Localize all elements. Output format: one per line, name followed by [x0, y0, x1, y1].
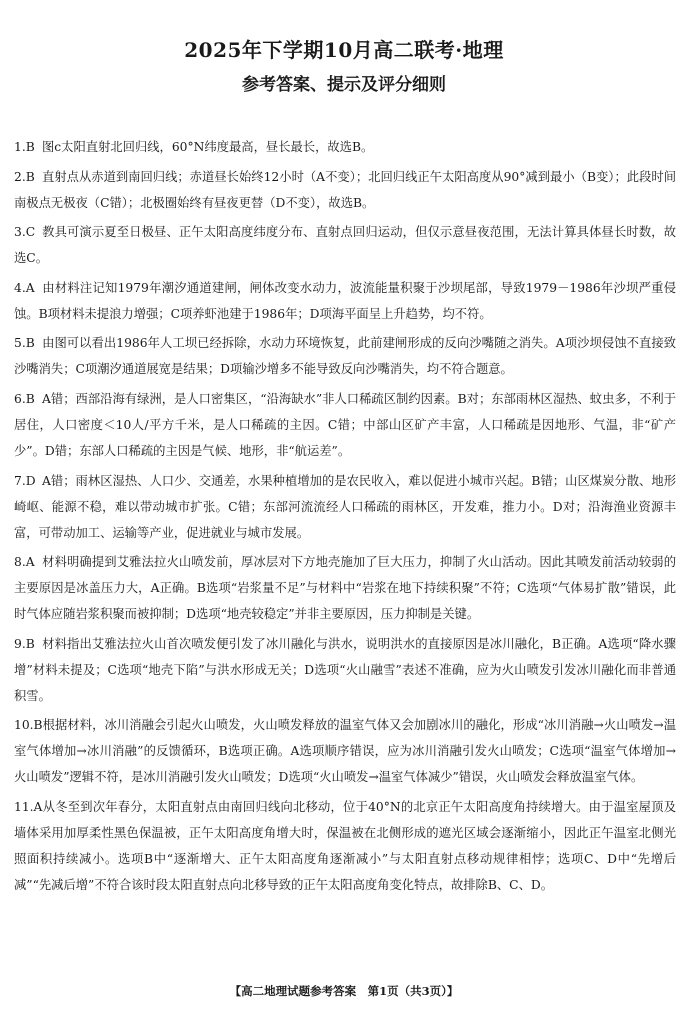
answer-item	[14, 468, 676, 546]
page-title: 2025年下学期10月高二联考·地理	[184, 38, 504, 62]
answer-item	[14, 549, 676, 627]
answer-item	[14, 386, 676, 464]
answer-explanation: 从冬至到次年春分，太阳直射点由南回归线向北移动，位于40°N的北京正午太阳高度角持续增大。由于温室屋顶及墙体采用加厚柔性黑色保温被，正午太阳高度角增大时，保温被在北侧形成的遮光区域会逐渐缩小，因此正午温室北侧光照面积持续减小。选项B中“逐渐增大、正午太阳高度角逐渐减小”与太阳直射点移动规律相悖；选项C、D中“先增后减”“先减后增”不符合该时段太阳直射点向北移导致的正午太阳高度角变化特点，故排除B、C、D。	[14, 799, 676, 892]
answer-number: 5.B	[14, 336, 35, 351]
answer-item	[14, 794, 676, 898]
answer-item	[14, 164, 676, 216]
answer-number: 3.C	[14, 225, 36, 240]
answer-number: 10.B	[14, 718, 43, 733]
answer-explanation: A错；西部沿海有绿洲，是人口密集区，“沿海缺水”非人口稀疏区制约因素。B对；东部雨林区湿热、蚊虫多，不利于居住，人口密度＜10人/平方千米，是人口稀疏的主因。C错；中部山区矿产丰富，人口稀疏是因地形、气温，非“矿产少”。D错；东部人口稀疏的主因是气候、地形，非“航运差”。	[14, 391, 676, 458]
answer-number: 2.B	[14, 169, 35, 184]
answer-explanation: 材料明确提到艾雅法拉火山喷发前，厚冰层对下方地壳施加了巨大压力，抑制了火山活动。因此其喷发前活动较弱的主要原因是冰盖压力大，A正确。B选项“岩浆量不足”与材料中“岩浆在地下持续积聚”不符；C选项“气体易扩散”错误，此时气体应随岩浆积聚而被抑制；D选项“地壳较稳定”并非主要原因，压力抑制是关键。	[14, 555, 676, 622]
answer-explanation: 由材料注记知1979年潮汐通道建闸，闸体改变水动力，波流能量积聚于沙坝尾部，导致1979－1986年沙坝严重侵蚀。B项材料未提浪力增强；C项养虾池建于1986年；D项海平面呈上升趋势，均不符。	[14, 280, 676, 321]
answer-number: 11.A	[14, 799, 43, 814]
answer-explanation: A错；雨林区湿热、人口少、交通差，水果种植增加的是农民收入，难以促进小城市兴起。B错；山区煤炭分散、地形崎岖、能源不稳，难以带动城市扩张。C错；东部河流流经人口稀疏的雨林区，开发难，推力小。D对；沿海渔业资源丰富，可带动加工、运输等产业，促进就业与城市发展。	[14, 473, 676, 540]
page-footer: 【高二地理试题参考答案 第1页（共3页）】	[229, 984, 459, 998]
page-subtitle: 参考答案、提示及评分细则	[242, 75, 446, 95]
answer-explanation: 直射点从赤道到南回归线；赤道昼长始终12小时（A不变）；北回归线正午太阳高度从90°减到最小（B变）；此段时间南极点无极夜（C错）；北极圈始终有昼夜更替（D不变），故选B。	[14, 169, 676, 210]
answer-number: 6.B	[14, 391, 35, 406]
answer-item	[14, 631, 676, 709]
answer-explanation: 由图可以看出1986年人工坝已经拆除，水动力环境恢复，此前建闸形成的反向沙嘴随之消失。A项沙坝侵蚀不直接致沙嘴消失；C项潮汐通道展宽是结果；D项输沙增多不能导致反向沙嘴消失，均不符合题意。	[14, 336, 676, 377]
answer-explanation: 材料指出艾雅法拉火山首次喷发便引发了冰川融化与洪水，说明洪水的直接原因是冰川融化，B正确。A选项“降水骤增”材料未提及；C选项“地壳下陷”与洪水形成无关；D选项“火山融雪”表述不准确，应为火山喷发引发冰川融化而非普通积雪。	[14, 636, 676, 703]
answer-number: 4.A	[14, 280, 35, 295]
answer-explanation: 教具可演示夏至日极昼、正午太阳高度纬度分布、直射点回归运动，但仅示意昼夜范围，无法计算具体昼长时数，故选C。	[14, 225, 676, 266]
answer-explanation: 根据材料，冰川消融会引起火山喷发，火山喷发释放的温室气体又会加剧冰川的融化，形成“冰川消融→火山喷发→温室气体增加→冰川消融”的反馈循环，B选项正确。A选项顺序错误，应为冰川消融引发火山喷发；C选项“温室气体增加→火山喷发”逻辑不符，是冰川消融引发火山喷发；D选项“火山喷发→温室气体减少”错误，火山喷发会释放温室气体。	[14, 718, 676, 785]
answer-number: 8.A	[14, 555, 35, 570]
answer-number: 7.D	[14, 473, 36, 488]
answer-item	[14, 134, 676, 160]
answer-item	[14, 330, 676, 382]
answer-item	[14, 219, 676, 271]
answer-list	[14, 134, 676, 902]
answer-number: 1.B	[14, 140, 35, 154]
answer-item	[14, 712, 676, 790]
answer-item	[14, 275, 676, 327]
answer-number: 9.B	[14, 636, 35, 651]
answer-explanation: 图c太阳直射北回归线，60°N纬度最高，昼长最长，故选B。	[42, 140, 374, 154]
